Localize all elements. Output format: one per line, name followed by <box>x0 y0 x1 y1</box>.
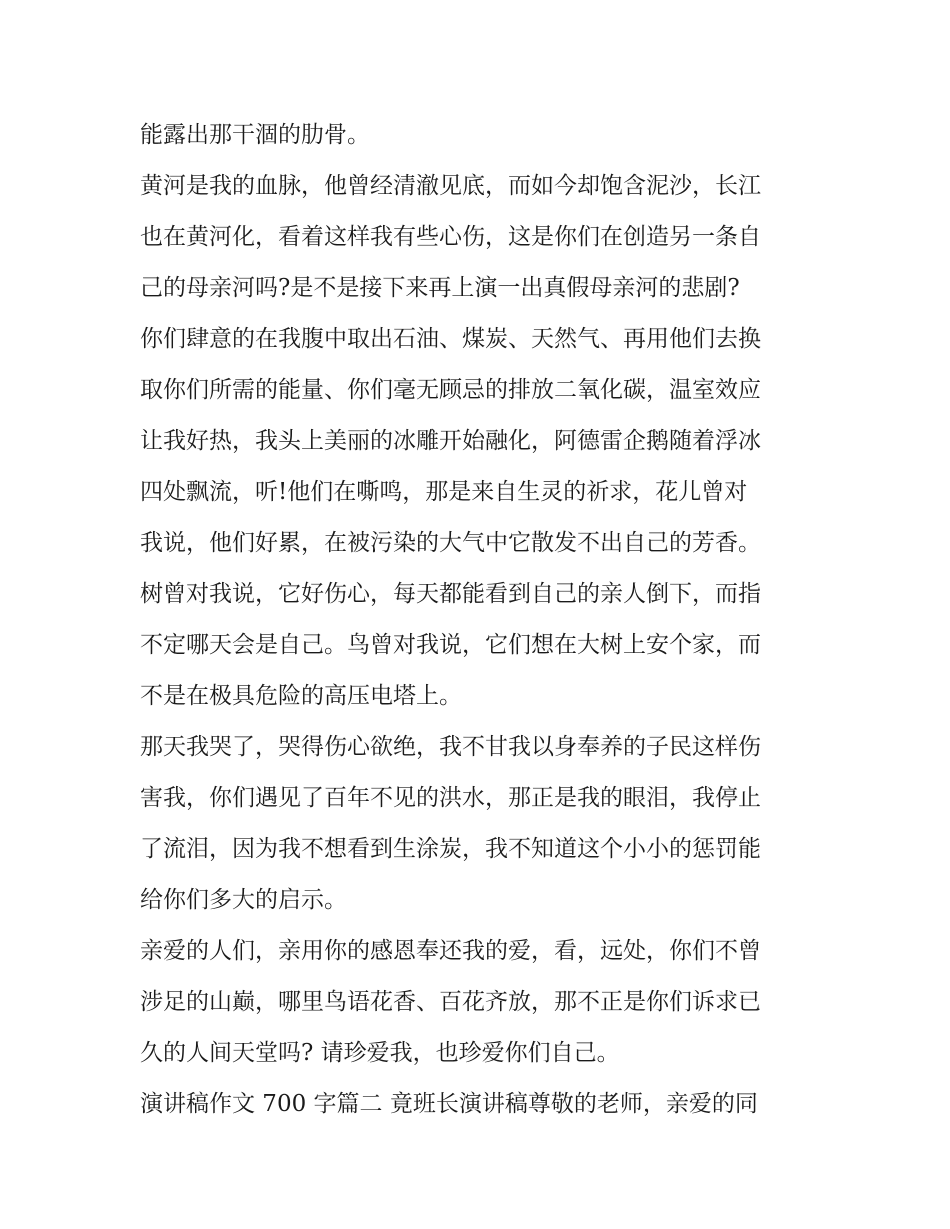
text-line: 四处飘流，听!他们在嘶鸣，那是来自生灵的祈求，花儿曾对 <box>140 479 748 505</box>
text-line: 演讲稿作文 700 字篇二 竟班长演讲稿尊敬的老师，亲爱的同 <box>140 1091 758 1117</box>
text-line: 久的人间天堂吗? 请珍爱我，也珍爱你们自己。 <box>140 1040 620 1066</box>
text-line: 也在黄河化，看着这样我有些心伤，这是你们在创造另一条自 <box>140 224 761 250</box>
text-line: 那天我哭了，哭得伤心欲绝，我不甘我以身奉养的子民这样伤 <box>140 734 761 760</box>
text-line: 亲爱的人们，亲用你的感恩奉还我的爱，看，远处，你们不曾 <box>140 938 761 964</box>
text-line: 害我，你们遇见了百年不见的洪水，那正是我的眼泪，我停止 <box>140 785 761 811</box>
text-line: 给你们多大的启示。 <box>140 887 347 913</box>
document-body <box>140 110 820 1130</box>
text-line: 己的母亲河吗?是不是接下来再上演一出真假母亲河的悲剧? <box>140 275 740 301</box>
text-line: 你们肆意的在我腹中取出石油、煤炭、天然气、再用他们去换 <box>140 326 761 352</box>
text-line: 了流泪，因为我不想看到生涂炭，我不知道这个小小的惩罚能 <box>140 836 761 862</box>
text-line: 我说，他们好累，在被污染的大气中它散发不出自己的芳香。 <box>140 530 761 556</box>
text-line: 黄河是我的血脉，他曾经清澈见底，而如今却饱含泥沙，长江 <box>140 173 761 199</box>
text-line: 让我好热，我头上美丽的冰雕开始融化，阿德雷企鹅随着浮冰 <box>140 428 761 454</box>
text-line: 取你们所需的能量、你们毫无顾忌的排放二氧化碳，温室效应 <box>140 377 761 403</box>
text-line: 能露出那干涸的肋骨。 <box>140 122 370 148</box>
text-line: 涉足的山巅，哪里鸟语花香、百花齐放，那不正是你们诉求已 <box>140 989 761 1015</box>
text-line: 不定哪天会是自己。鸟曾对我说，它们想在大树上安个家，而 <box>140 632 761 658</box>
text-line: 树曾对我说，它好伤心，每天都能看到自己的亲人倒下，而指 <box>140 581 761 607</box>
text-line: 不是在极具危险的高压电塔上。 <box>140 683 462 709</box>
